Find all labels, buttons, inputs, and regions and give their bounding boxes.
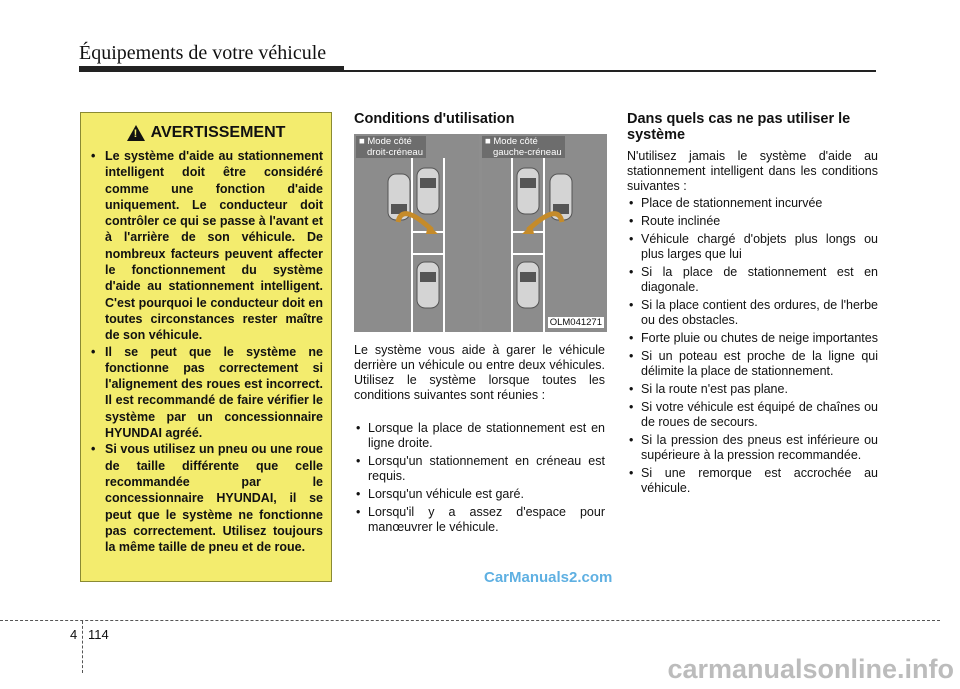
- figure-label-left-line1: ■ Mode côté: [359, 136, 412, 147]
- figure-panel-left-mode: [482, 134, 607, 332]
- list-item: • Si un poteau est proche de la ligne qui délimite la place de stationnement.: [627, 349, 878, 379]
- list-item: • Si la route n'est pas plane.: [627, 382, 878, 397]
- figure-panel-right-mode: [354, 134, 479, 332]
- page-number: 114: [88, 627, 109, 642]
- list-item: • Place de stationnement incurvée: [627, 196, 878, 211]
- list-item: • Si la place de stationnement est en diagonale.: [627, 265, 878, 295]
- header-rule-thin: [344, 70, 876, 72]
- list-item: • Route inclinée: [627, 214, 878, 229]
- warning-heading: [81, 124, 331, 142]
- list-item: • Si la pression des pneus est inférieure ou supérieure à la pression recommandée.: [627, 433, 878, 463]
- parking-figure: [354, 134, 607, 332]
- warning-item: • Le système d'aide au stationnement intelligent doit être considéré comme une fonction d'aide uniquement. Le conducteur doit contrôler ce qui se passe à l'avant et à l'arrière de son véhicule. De nombreux facteurs peuvent affecter le fonctionnement du système d'aide au stationnement intelligent. C'est pourquoi le conducteur doit en toutes circonstances rester maître de son véhicule.: [89, 148, 323, 344]
- not-use-list: [627, 196, 878, 499]
- warning-item: • Si vous utilisez un pneu ou une roue de taille différente que celle recommandée par le concessionnaire HYUNDAI, il se peut que le système ne fonctionne pas correctement. Utilisez toujours la même taille de pneu et de roue.: [89, 441, 323, 555]
- warning-list: [81, 148, 331, 555]
- not-use-title: Dans quels cas ne pas utiliser le système: [627, 111, 851, 143]
- figure-label-left-line2: droit-créneau: [367, 147, 423, 158]
- warning-item: • Il se peut que le système ne fonctionne pas correctement si l'alignement des roues est incorrect. Il est recommandé de faire vérifier le système par un concessionnaire HYUNDAI agréé.: [89, 344, 323, 442]
- footer-site-watermark[interactable]: carmanualsonline.info: [667, 654, 954, 684]
- figure-label-right: [482, 136, 565, 158]
- list-item: • Lorsqu'un véhicule est garé.: [354, 487, 605, 502]
- parking-diagram-right: [354, 134, 479, 332]
- watermark-link[interactable]: CarManuals2.com: [484, 569, 613, 586]
- conditions-list: [354, 421, 605, 538]
- not-use-intro: N'utilisez jamais le système d'aide au stationnement intelligent dans les conditions suivantes :: [627, 149, 878, 193]
- conditions-intro: Le système vous aide à garer le véhicule derrière un véhicule ou entre deux véhicules. Utilisez le système lorsque toutes les conditions suivantes sont réunies :: [354, 343, 605, 402]
- list-item: • Si une remorque est accrochée au véhicule.: [627, 466, 878, 496]
- list-item: • Véhicule chargé d'objets plus longs ou plus larges que lui: [627, 232, 878, 262]
- footer-divider: [0, 620, 940, 621]
- header-rule-thick: [79, 66, 344, 72]
- list-item: • Lorsqu'il y a assez d'espace pour manœuvrer le véhicule.: [354, 505, 605, 535]
- parking-diagram-left: [482, 134, 607, 332]
- warning-box: [80, 112, 332, 582]
- figure-code: OLM041271: [549, 317, 602, 328]
- list-item: • Forte pluie ou chutes de neige importantes: [627, 331, 878, 346]
- chapter-number: 4: [70, 627, 78, 642]
- conditions-title: Conditions d'utilisation: [354, 111, 515, 127]
- page-header-title: Équipements de votre véhicule: [79, 42, 327, 64]
- figure-label-left: [356, 136, 426, 158]
- warning-triangle-icon: !: [127, 125, 145, 141]
- figure-label-right-line1: ■ Mode côté: [485, 136, 538, 147]
- figure-label-right-line2: gauche-créneau: [493, 147, 562, 158]
- footer-vertical-divider: [82, 621, 83, 673]
- list-item: • Si la place contient des ordures, de l'herbe ou des obstacles.: [627, 298, 878, 328]
- list-item: • Lorsque la place de stationnement est en ligne droite.: [354, 421, 605, 451]
- list-item: • Lorsqu'un stationnement en créneau est requis.: [354, 454, 605, 484]
- warning-title: AVERTISSEMENT: [150, 124, 286, 141]
- list-item: • Si votre véhicule est équipé de chaînes ou de roues de secours.: [627, 400, 878, 430]
